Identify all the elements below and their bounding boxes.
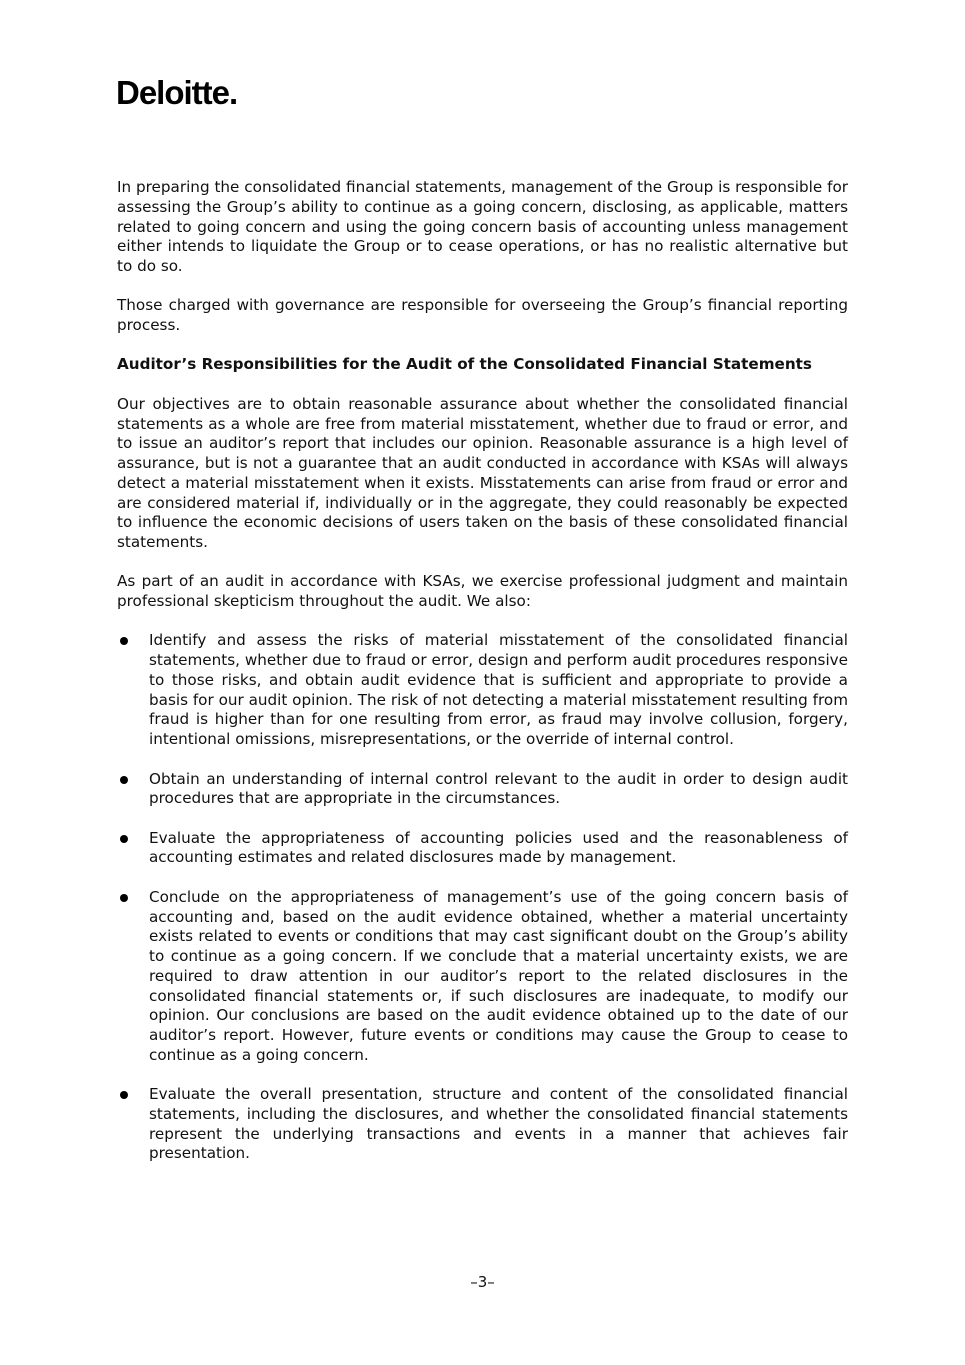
list-item bbox=[117, 1085, 848, 1164]
list-item bbox=[117, 770, 848, 810]
bullet-icon bbox=[120, 1091, 128, 1099]
list-item bbox=[117, 631, 848, 750]
page-number: –3– bbox=[470, 1273, 495, 1291]
section-heading: Auditor’s Responsibilities for the Audit of the Consolidated Financial Statements bbox=[117, 355, 812, 374]
list-item bbox=[117, 888, 848, 1066]
list-item-text: Evaluate the overall presentation, structure and content of the consolidated financial statements, including the disclosures, and whether the consolidated financial statements represent the underlying transactions and events in a manner that achieves fair presentation. bbox=[149, 1085, 848, 1163]
list-item-text: Obtain an understanding of internal control relevant to the audit in order to design audit procedures that are appropriate in the circumstances. bbox=[149, 769, 848, 808]
objectives-paragraph: Our objectives are to obtain reasonable assurance about whether the consolidated financial statements as a whole are free from material misstatement, whether due to fraud or error, and to issue an auditor’s report that includes our opinion. Reasonable assurance is a high level of assurance, but is not a guarantee that an audit conducted in accordance with KSAs will always detect a material misstatement when it exists. Misstatements can arise from fraud or error and are considered material if, individually or in the aggregate, they could reasonably be expected to influence the economic decisions of users taken on the basis of these consolidated financial statements. bbox=[117, 394, 848, 552]
list-item-text: Evaluate the appropriateness of accounting policies used and the reasonableness of accounting estimates and related disclosures made by management. bbox=[149, 828, 848, 867]
list-item-text: Identify and assess the risks of material misstatement of the consolidated financial statements, whether due to fraud or error, design and perform audit procedures responsive to those risks, and obtain audit evidence that is sufficient and appropriate to provide a basis for our audit opinion. The risk of not detecting a material misstatement resulting from fraud is higher than for one resulting from error, as fraud may involve collusion, forgery, intentional omissions, misrepresentations, or the override of internal control. bbox=[149, 631, 848, 749]
bullet-icon bbox=[120, 894, 128, 902]
governance-paragraph: Those charged with governance are responsible for overseeing the Group’s financial reporting process. bbox=[117, 296, 848, 335]
bullet-icon bbox=[120, 835, 128, 843]
document-body bbox=[117, 178, 848, 1184]
bullet-icon bbox=[120, 776, 128, 784]
going-concern-paragraph: In preparing the consolidated financial statements, management of the Group is responsible for assessing the Group’s ability to continue as a going concern, disclosing, as applicable, matters related to going concern and using the going concern basis of accounting unless management either intends to liquidate the Group or to cease operations, or has no realistic alternative but to do so. bbox=[117, 178, 848, 275]
responsibilities-list bbox=[117, 631, 848, 1164]
list-item bbox=[117, 829, 848, 869]
part-of-audit-paragraph: As part of an audit in accordance with KSAs, we exercise professional judgment and maintain professional skepticism throughout the audit. We also: bbox=[117, 572, 848, 611]
deloitte-logo: Deloitte. bbox=[116, 74, 238, 111]
list-item-text: Conclude on the appropriateness of management’s use of the going concern basis of accounting and, based on the audit evidence obtained, whether a material uncertainty exists related to events or conditions that may cast significant doubt on the Group’s ability to continue as a going concern. If we conclude that a material uncertainty exists, we are required to draw attention in our auditor’s report to the related disclosures in the consolidated financial statements or, if such disclosures are inadequate, to modify our opinion. Our conclusions are based on the audit evidence obtained up to the date of our auditor’s report. However, future events or conditions may cause the Group to cease to continue as a going concern. bbox=[149, 887, 848, 1064]
bullet-icon bbox=[120, 637, 128, 645]
